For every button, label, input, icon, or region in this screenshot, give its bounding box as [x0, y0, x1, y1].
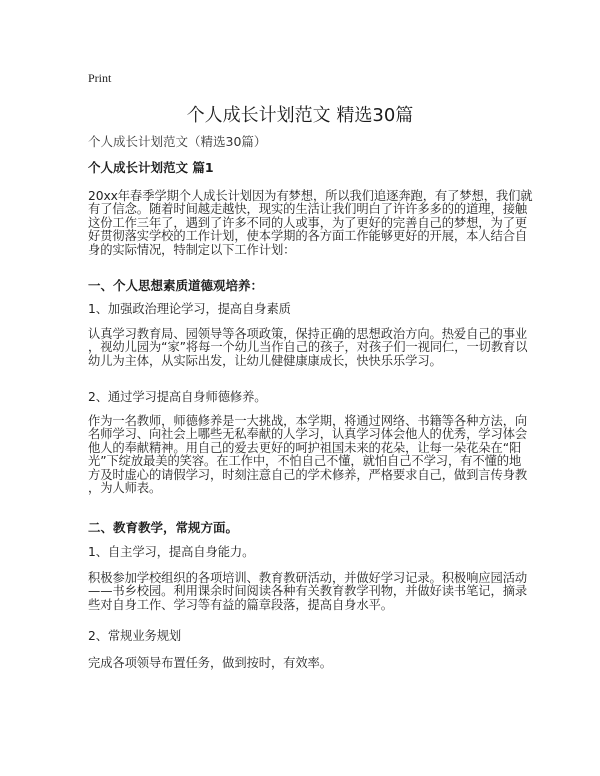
text-line: 作为一名教师，师德修养是一大挑战，本学期，将通过网络、书籍等各种方法，向	[88, 414, 528, 428]
text-line: 这份工作三年了，遇到了许多不同的人或事，为了更好的完善自己的梦想，为了更	[88, 215, 528, 230]
text-line: ，视幼儿园为“家”将每一个幼儿当作自己的孩子，对孩子们一视同仁，一切教育以	[88, 340, 528, 355]
text-line: 方及时虚心的请假学习，时刻注意自己的学术修养，严格要求自己，做到言传身教	[88, 467, 528, 482]
text-line: 二、教育教学，常规方面。	[88, 520, 239, 535]
text-line: 他人的奉献精神。用自己的爱去更好的呵护祖国未来的花朵，让每一朵花朵在“阳	[88, 440, 522, 455]
paragraph	[88, 630, 181, 643]
text-line: 幼儿为主体，从实际出发，让幼儿健健康康成长，快快乐乐学习。	[88, 353, 442, 368]
text-line: 1、自主学习，提高自身能力。	[88, 545, 255, 559]
text-line: 20xx年春季学期个人成长计划因为有梦想，所以我们追逐奔跑，有了梦想，我们就	[88, 189, 533, 203]
document-subtitle: 个人成长计划范文（精选30篇）	[88, 134, 267, 149]
paragraph	[88, 328, 527, 368]
section-heading	[88, 518, 239, 535]
print-link[interactable]: Print	[88, 71, 112, 85]
text-line: 完成各项领导布置任务，做到按时，有效率。	[88, 656, 332, 670]
text-line: 身的实际情况，特制定以下工作计划：	[88, 242, 296, 257]
paragraph	[88, 572, 527, 612]
paragraph	[88, 391, 266, 404]
paragraph	[88, 546, 254, 559]
paragraph	[88, 190, 533, 257]
text-line: 好贯彻落实学校的工作计划，使本学期的各方面工作能够更好的开展，本人结合自	[88, 229, 528, 244]
text-line: ——书乡校园。利用课余时间阅读各种有关教育教学刊物，并做好读书笔记，摘录	[88, 584, 528, 599]
text-line: 有了信念。随着时间越走越快，现实的生活让我们明白了许许多多的的道理，接触	[88, 202, 528, 217]
text-line: 1、加强政治理论学习，提高自身素质	[88, 302, 291, 316]
text-line: 积极参加学校组织的各项培训、教育教研活动，并做好学习记录。积极响应园活动	[88, 571, 528, 585]
text-line: 2、通过学习提高自身师德修养。	[88, 390, 267, 404]
text-line: 一、个人思想素质道德观培养：	[88, 278, 264, 293]
paragraph	[88, 415, 527, 495]
text-line: 认真学习教育局、园领导等各项政策，保持正确的思想政治方向。热爱自己的事业	[88, 327, 528, 341]
paragraph	[88, 303, 291, 316]
page-title: 个人成长计划范文 精选30篇	[186, 105, 414, 126]
text-line: 光”下绽放最美的笑容。在工作中，不怕自己不懂，就怕自己不学习，有不懂的地	[88, 454, 522, 469]
section-heading	[88, 158, 214, 175]
text-line: 2、常规业务规划	[88, 629, 182, 643]
text-line: 名师学习、向社会上哪些无私奉献的人学习，认真学习体会他人的优秀，学习体会	[88, 427, 528, 442]
text-line: ，为人师表。	[88, 480, 162, 495]
text-line: 个人成长计划范文 篇1	[88, 160, 214, 175]
section-heading	[88, 276, 264, 293]
paragraph	[88, 657, 332, 670]
text-line: 些对自身工作、学习等有益的篇章段落，提高自身水平。	[88, 597, 393, 612]
